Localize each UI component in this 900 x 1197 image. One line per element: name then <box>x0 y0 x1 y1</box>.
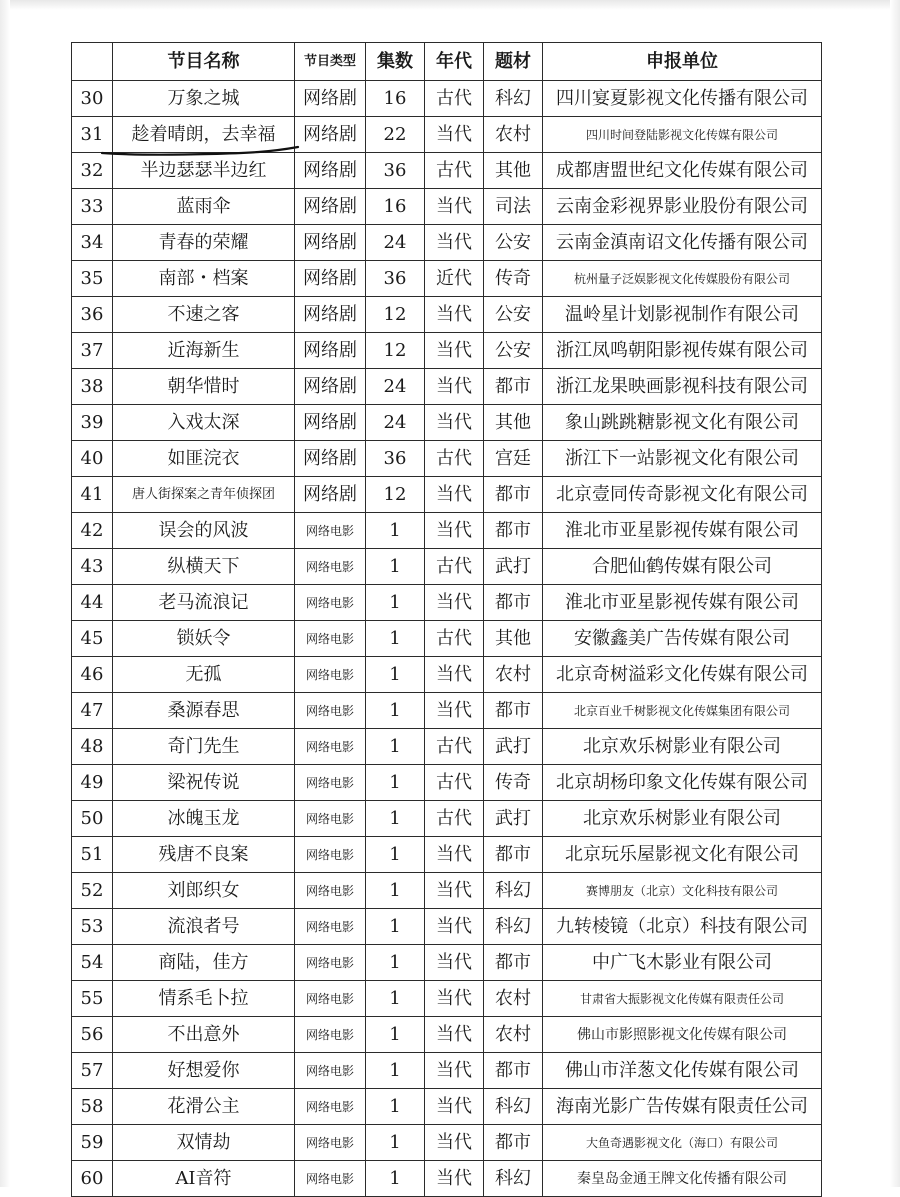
cell-unit: 北京奇树溢彩文化传媒有限公司 <box>543 657 822 693</box>
table-row <box>72 1125 822 1161</box>
cell-unit: 秦皇岛金通王牌文化传播有限公司 <box>543 1161 822 1197</box>
cell-type: 网络电影 <box>295 765 366 801</box>
cell-era: 古代 <box>425 729 484 765</box>
cell-type: 网络电影 <box>295 801 366 837</box>
cell-type: 网络剧 <box>295 405 366 441</box>
table-row <box>72 81 822 117</box>
cell-name: 蓝雨伞 <box>113 189 295 225</box>
cell-episodes: 1 <box>366 909 425 945</box>
cell-era: 当代 <box>425 981 484 1017</box>
table-row <box>72 261 822 297</box>
table-row <box>72 549 822 585</box>
cell-genre: 都市 <box>484 1053 543 1089</box>
cell-genre: 公安 <box>484 333 543 369</box>
cell-genre: 科幻 <box>484 1089 543 1125</box>
table-row <box>72 837 822 873</box>
cell-type: 网络电影 <box>295 693 366 729</box>
cell-episodes: 1 <box>366 1161 425 1197</box>
cell-era: 当代 <box>425 405 484 441</box>
cell-genre: 公安 <box>484 297 543 333</box>
cell-type: 网络电影 <box>295 657 366 693</box>
cell-no: 46 <box>72 657 113 693</box>
cell-genre: 武打 <box>484 729 543 765</box>
cell-no: 37 <box>72 333 113 369</box>
cell-name: 误会的风波 <box>113 513 295 549</box>
cell-episodes: 1 <box>366 621 425 657</box>
cell-name: 趁着晴朗，去幸福 <box>113 117 295 153</box>
cell-name: 好想爱你 <box>113 1053 295 1089</box>
page-edge-right <box>890 0 900 1187</box>
cell-type: 网络剧 <box>295 225 366 261</box>
cell-genre: 都市 <box>484 585 543 621</box>
cell-era: 当代 <box>425 189 484 225</box>
cell-unit: 中广飞木影业有限公司 <box>543 945 822 981</box>
cell-unit: 象山跳跳糖影视文化有限公司 <box>543 405 822 441</box>
cell-no: 35 <box>72 261 113 297</box>
cell-type: 网络剧 <box>295 189 366 225</box>
cell-name: 锁妖令 <box>113 621 295 657</box>
cell-no: 38 <box>72 369 113 405</box>
cell-name: 近海新生 <box>113 333 295 369</box>
cell-no: 50 <box>72 801 113 837</box>
cell-name: 青春的荣耀 <box>113 225 295 261</box>
cell-type: 网络电影 <box>295 981 366 1017</box>
cell-name: 奇门先生 <box>113 729 295 765</box>
cell-era: 古代 <box>425 441 484 477</box>
cell-no: 53 <box>72 909 113 945</box>
cell-episodes: 12 <box>366 477 425 513</box>
table-row <box>72 693 822 729</box>
cell-no: 43 <box>72 549 113 585</box>
cell-type: 网络电影 <box>295 1089 366 1125</box>
cell-no: 47 <box>72 693 113 729</box>
cell-episodes: 1 <box>366 513 425 549</box>
cell-episodes: 1 <box>366 945 425 981</box>
cell-no: 30 <box>72 81 113 117</box>
cell-episodes: 12 <box>366 333 425 369</box>
table-row <box>72 477 822 513</box>
cell-type: 网络剧 <box>295 153 366 189</box>
cell-name: 流浪者号 <box>113 909 295 945</box>
cell-no: 52 <box>72 873 113 909</box>
cell-era: 当代 <box>425 333 484 369</box>
cell-era: 当代 <box>425 225 484 261</box>
cell-unit: 云南金滇南诏文化传播有限公司 <box>543 225 822 261</box>
cell-era: 当代 <box>425 1017 484 1053</box>
cell-episodes: 1 <box>366 585 425 621</box>
cell-genre: 都市 <box>484 1125 543 1161</box>
cell-era: 当代 <box>425 945 484 981</box>
cell-type: 网络剧 <box>295 477 366 513</box>
cell-type: 网络剧 <box>295 261 366 297</box>
table-row <box>72 873 822 909</box>
table-row <box>72 441 822 477</box>
table-row <box>72 297 822 333</box>
cell-unit: 成都唐盟世纪文化传媒有限公司 <box>543 153 822 189</box>
cell-episodes: 16 <box>366 81 425 117</box>
cell-name: 入戏太深 <box>113 405 295 441</box>
cell-era: 古代 <box>425 153 484 189</box>
cell-name: 梁祝传说 <box>113 765 295 801</box>
header-genre: 题材 <box>484 43 543 81</box>
cell-episodes: 1 <box>366 1089 425 1125</box>
table-row <box>72 945 822 981</box>
cell-era: 当代 <box>425 513 484 549</box>
cell-unit: 佛山市影照影视文化传媒有限公司 <box>543 1017 822 1053</box>
header-type: 节目类型 <box>295 43 366 81</box>
table-row <box>72 225 822 261</box>
cell-unit: 杭州量子泛娱影视文化传媒股份有限公司 <box>543 261 822 297</box>
cell-episodes: 1 <box>366 549 425 585</box>
cell-name: 纵横天下 <box>113 549 295 585</box>
cell-type: 网络电影 <box>295 1053 366 1089</box>
table-row <box>72 765 822 801</box>
cell-unit: 北京壹同传奇影视文化有限公司 <box>543 477 822 513</box>
cell-type: 网络电影 <box>295 1161 366 1197</box>
cell-name: 老马流浪记 <box>113 585 295 621</box>
cell-episodes: 1 <box>366 837 425 873</box>
cell-type: 网络剧 <box>295 117 366 153</box>
cell-no: 56 <box>72 1017 113 1053</box>
table-row <box>72 981 822 1017</box>
cell-no: 40 <box>72 441 113 477</box>
cell-genre: 其他 <box>484 153 543 189</box>
cell-type: 网络电影 <box>295 513 366 549</box>
cell-unit: 海南光影广告传媒有限责任公司 <box>543 1089 822 1125</box>
cell-name: 不速之客 <box>113 297 295 333</box>
cell-episodes: 1 <box>366 981 425 1017</box>
cell-no: 51 <box>72 837 113 873</box>
table-row <box>72 1089 822 1125</box>
cell-era: 古代 <box>425 765 484 801</box>
cell-genre: 其他 <box>484 405 543 441</box>
cell-era: 当代 <box>425 657 484 693</box>
page-edge-top <box>0 0 900 10</box>
cell-era: 当代 <box>425 693 484 729</box>
cell-episodes: 22 <box>366 117 425 153</box>
cell-era: 古代 <box>425 81 484 117</box>
table-row <box>72 333 822 369</box>
cell-genre: 武打 <box>484 549 543 585</box>
table-row <box>72 1017 822 1053</box>
table-row <box>72 405 822 441</box>
cell-genre: 传奇 <box>484 261 543 297</box>
cell-genre: 都市 <box>484 369 543 405</box>
header-episodes: 集数 <box>366 43 425 81</box>
cell-era: 当代 <box>425 297 484 333</box>
cell-no: 49 <box>72 765 113 801</box>
header-era: 年代 <box>425 43 484 81</box>
cell-episodes: 1 <box>366 1017 425 1053</box>
cell-episodes: 16 <box>366 189 425 225</box>
cell-type: 网络电影 <box>295 621 366 657</box>
table-body <box>72 81 822 1197</box>
cell-unit: 四川时间登陆影视文化传媒有限公司 <box>543 117 822 153</box>
table-row <box>72 1161 822 1197</box>
header-unit: 申报单位 <box>543 43 822 81</box>
cell-no: 45 <box>72 621 113 657</box>
cell-episodes: 1 <box>366 801 425 837</box>
cell-era: 当代 <box>425 477 484 513</box>
cell-type: 网络电影 <box>295 1125 366 1161</box>
cell-type: 网络电影 <box>295 585 366 621</box>
cell-era: 古代 <box>425 801 484 837</box>
header-name: 节目名称 <box>113 43 295 81</box>
cell-name: 残唐不良案 <box>113 837 295 873</box>
cell-no: 44 <box>72 585 113 621</box>
cell-type: 网络剧 <box>295 81 366 117</box>
cell-genre: 都市 <box>484 477 543 513</box>
cell-unit: 北京欢乐树影业有限公司 <box>543 729 822 765</box>
cell-unit: 淮北市亚星影视传媒有限公司 <box>543 513 822 549</box>
cell-unit: 合肥仙鹤传媒有限公司 <box>543 549 822 585</box>
table-row <box>72 585 822 621</box>
cell-type: 网络电影 <box>295 837 366 873</box>
cell-era: 古代 <box>425 621 484 657</box>
page-edge-left <box>0 0 10 1187</box>
cell-genre: 都市 <box>484 945 543 981</box>
cell-no: 59 <box>72 1125 113 1161</box>
cell-era: 当代 <box>425 1161 484 1197</box>
header-no <box>72 43 113 81</box>
cell-name: 情系毛卜拉 <box>113 981 295 1017</box>
cell-genre: 农村 <box>484 981 543 1017</box>
cell-episodes: 36 <box>366 441 425 477</box>
cell-no: 39 <box>72 405 113 441</box>
cell-genre: 都市 <box>484 837 543 873</box>
cell-genre: 科幻 <box>484 873 543 909</box>
cell-era: 当代 <box>425 873 484 909</box>
cell-type: 网络电影 <box>295 729 366 765</box>
cell-unit: 赛博朋友（北京）文化科技有限公司 <box>543 873 822 909</box>
cell-name: 半边瑟瑟半边红 <box>113 153 295 189</box>
program-table <box>71 42 822 1197</box>
cell-no: 32 <box>72 153 113 189</box>
table-row <box>72 369 822 405</box>
cell-era: 当代 <box>425 585 484 621</box>
cell-era: 当代 <box>425 1125 484 1161</box>
cell-unit: 浙江龙果映画影视科技有限公司 <box>543 369 822 405</box>
cell-genre: 农村 <box>484 117 543 153</box>
cell-type: 网络电影 <box>295 945 366 981</box>
table-row <box>72 189 822 225</box>
cell-episodes: 1 <box>366 765 425 801</box>
cell-episodes: 1 <box>366 657 425 693</box>
cell-no: 48 <box>72 729 113 765</box>
cell-no: 34 <box>72 225 113 261</box>
cell-name: 朝华惜时 <box>113 369 295 405</box>
cell-era: 当代 <box>425 1089 484 1125</box>
cell-episodes: 24 <box>366 405 425 441</box>
cell-era: 当代 <box>425 117 484 153</box>
cell-genre: 其他 <box>484 621 543 657</box>
cell-episodes: 1 <box>366 1053 425 1089</box>
cell-unit: 淮北市亚星影视传媒有限公司 <box>543 585 822 621</box>
cell-era: 当代 <box>425 837 484 873</box>
cell-name: 南部・档案 <box>113 261 295 297</box>
cell-unit: 佛山市洋葱文化传媒有限公司 <box>543 1053 822 1089</box>
cell-episodes: 1 <box>366 729 425 765</box>
cell-unit: 北京胡杨印象文化传媒有限公司 <box>543 765 822 801</box>
cell-genre: 科幻 <box>484 1161 543 1197</box>
cell-episodes: 24 <box>366 225 425 261</box>
cell-type: 网络电影 <box>295 909 366 945</box>
cell-name: 无孤 <box>113 657 295 693</box>
cell-type: 网络剧 <box>295 441 366 477</box>
cell-episodes: 1 <box>366 693 425 729</box>
table-row <box>72 729 822 765</box>
cell-no: 54 <box>72 945 113 981</box>
cell-unit: 云南金彩视界影业股份有限公司 <box>543 189 822 225</box>
cell-no: 33 <box>72 189 113 225</box>
cell-genre: 司法 <box>484 189 543 225</box>
cell-type: 网络电影 <box>295 1017 366 1053</box>
handwritten-underline <box>100 143 300 163</box>
cell-name: AI音符 <box>113 1161 295 1197</box>
cell-era: 当代 <box>425 909 484 945</box>
cell-name: 双情劫 <box>113 1125 295 1161</box>
cell-no: 31 <box>72 117 113 153</box>
cell-genre: 农村 <box>484 1017 543 1053</box>
cell-name: 刘郎织女 <box>113 873 295 909</box>
cell-episodes: 1 <box>366 1125 425 1161</box>
cell-name: 不出意外 <box>113 1017 295 1053</box>
cell-no: 58 <box>72 1089 113 1125</box>
table-header-row <box>72 43 822 81</box>
cell-no: 57 <box>72 1053 113 1089</box>
cell-unit: 大鱼奇遇影视文化（海口）有限公司 <box>543 1125 822 1161</box>
cell-unit: 浙江凤鸣朝阳影视传媒有限公司 <box>543 333 822 369</box>
cell-unit: 安徽鑫美广告传媒有限公司 <box>543 621 822 657</box>
cell-name: 冰魄玉龙 <box>113 801 295 837</box>
table-row <box>72 801 822 837</box>
cell-era: 当代 <box>425 1053 484 1089</box>
cell-episodes: 24 <box>366 369 425 405</box>
table-row <box>72 657 822 693</box>
cell-no: 41 <box>72 477 113 513</box>
cell-unit: 北京百业千树影视文化传媒集团有限公司 <box>543 693 822 729</box>
cell-unit: 温岭星计划影视制作有限公司 <box>543 297 822 333</box>
cell-genre: 宫廷 <box>484 441 543 477</box>
cell-no: 42 <box>72 513 113 549</box>
cell-episodes: 1 <box>366 873 425 909</box>
cell-genre: 都市 <box>484 513 543 549</box>
cell-type: 网络剧 <box>295 333 366 369</box>
cell-episodes: 36 <box>366 153 425 189</box>
cell-genre: 农村 <box>484 657 543 693</box>
cell-genre: 公安 <box>484 225 543 261</box>
table-row <box>72 513 822 549</box>
cell-era: 古代 <box>425 549 484 585</box>
cell-unit: 北京玩乐屋影视文化有限公司 <box>543 837 822 873</box>
cell-genre: 科幻 <box>484 909 543 945</box>
cell-name: 花滑公主 <box>113 1089 295 1125</box>
cell-type: 网络电影 <box>295 873 366 909</box>
cell-name: 桑源春思 <box>113 693 295 729</box>
cell-episodes: 12 <box>366 297 425 333</box>
cell-type: 网络剧 <box>295 297 366 333</box>
cell-no: 60 <box>72 1161 113 1197</box>
cell-type: 网络剧 <box>295 369 366 405</box>
cell-type: 网络电影 <box>295 549 366 585</box>
cell-unit: 四川宴夏影视文化传播有限公司 <box>543 81 822 117</box>
cell-no: 55 <box>72 981 113 1017</box>
cell-name: 商陆，佳方 <box>113 945 295 981</box>
cell-episodes: 36 <box>366 261 425 297</box>
cell-genre: 传奇 <box>484 765 543 801</box>
cell-unit: 北京欢乐树影业有限公司 <box>543 801 822 837</box>
cell-name: 唐人街探案之青年侦探团 <box>113 477 295 513</box>
cell-genre: 科幻 <box>484 81 543 117</box>
table-row <box>72 909 822 945</box>
cell-unit: 浙江下一站影视文化有限公司 <box>543 441 822 477</box>
cell-era: 当代 <box>425 369 484 405</box>
cell-unit: 甘肃省大振影视文化传媒有限责任公司 <box>543 981 822 1017</box>
cell-no: 36 <box>72 297 113 333</box>
cell-unit: 九转棱镜（北京）科技有限公司 <box>543 909 822 945</box>
cell-genre: 武打 <box>484 801 543 837</box>
cell-name: 如匪浣衣 <box>113 441 295 477</box>
table-row <box>72 621 822 657</box>
table-row <box>72 1053 822 1089</box>
cell-name: 万象之城 <box>113 81 295 117</box>
cell-genre: 都市 <box>484 693 543 729</box>
cell-era: 近代 <box>425 261 484 297</box>
